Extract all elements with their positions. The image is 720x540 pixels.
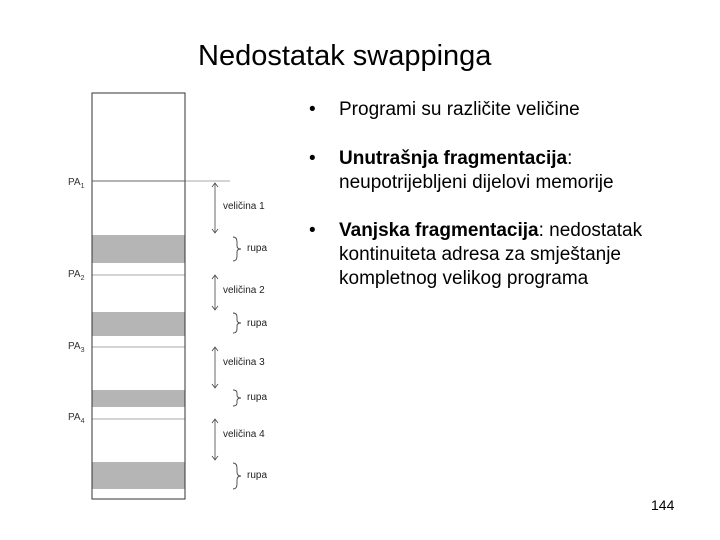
memory-column — [92, 93, 185, 499]
hole-block-3 — [93, 390, 185, 407]
bullet-term: Unutrašnja fragmentacija — [339, 148, 568, 169]
bullet-item — [305, 147, 705, 195]
bullet-marker: • — [309, 220, 316, 241]
bullet-marker: • — [309, 148, 316, 169]
size-4-label: veličina 4 — [223, 429, 265, 440]
bullet-text: Programi su različite veličine — [339, 99, 580, 120]
bullet-text: : neupotrijebljeni dijelovi memorije — [339, 148, 614, 193]
hole-block-1 — [93, 235, 185, 263]
pa3-label: $PA_3$ — [68, 341, 85, 354]
hole-4-label: rupa — [247, 470, 268, 481]
hole-block-2 — [93, 312, 185, 336]
pa4-label: $PA_4$ — [68, 412, 85, 425]
bullet-term: Vanjska fragmentacija — [339, 220, 539, 241]
memory-diagram — [55, 85, 285, 505]
pa1-label: $PA_1$ — [68, 177, 85, 190]
size-3-label: veličina 3 — [223, 357, 265, 368]
bullet-marker: • — [309, 99, 316, 120]
pa2-label: $PA_2$ — [68, 269, 85, 282]
hole-2-label: rupa — [247, 318, 268, 329]
bullet-item — [305, 98, 705, 122]
size-dimension-lines — [212, 183, 218, 460]
bullet-list — [305, 98, 705, 291]
size-2-label: veličina 2 — [223, 285, 265, 296]
page-number: 144 — [651, 497, 675, 513]
hole-1-label: rupa — [247, 243, 268, 254]
bullet-item — [305, 219, 705, 291]
hole-3-label: rupa — [247, 392, 268, 403]
bullet-text: : nedostatak kontinuiteta adresa za smještanje kompletnog velikog programa — [339, 220, 643, 289]
hole-block-4 — [93, 462, 185, 489]
slide-title: Nedostatak swappinga — [198, 40, 492, 72]
size-1-label: veličina 1 — [223, 201, 265, 212]
